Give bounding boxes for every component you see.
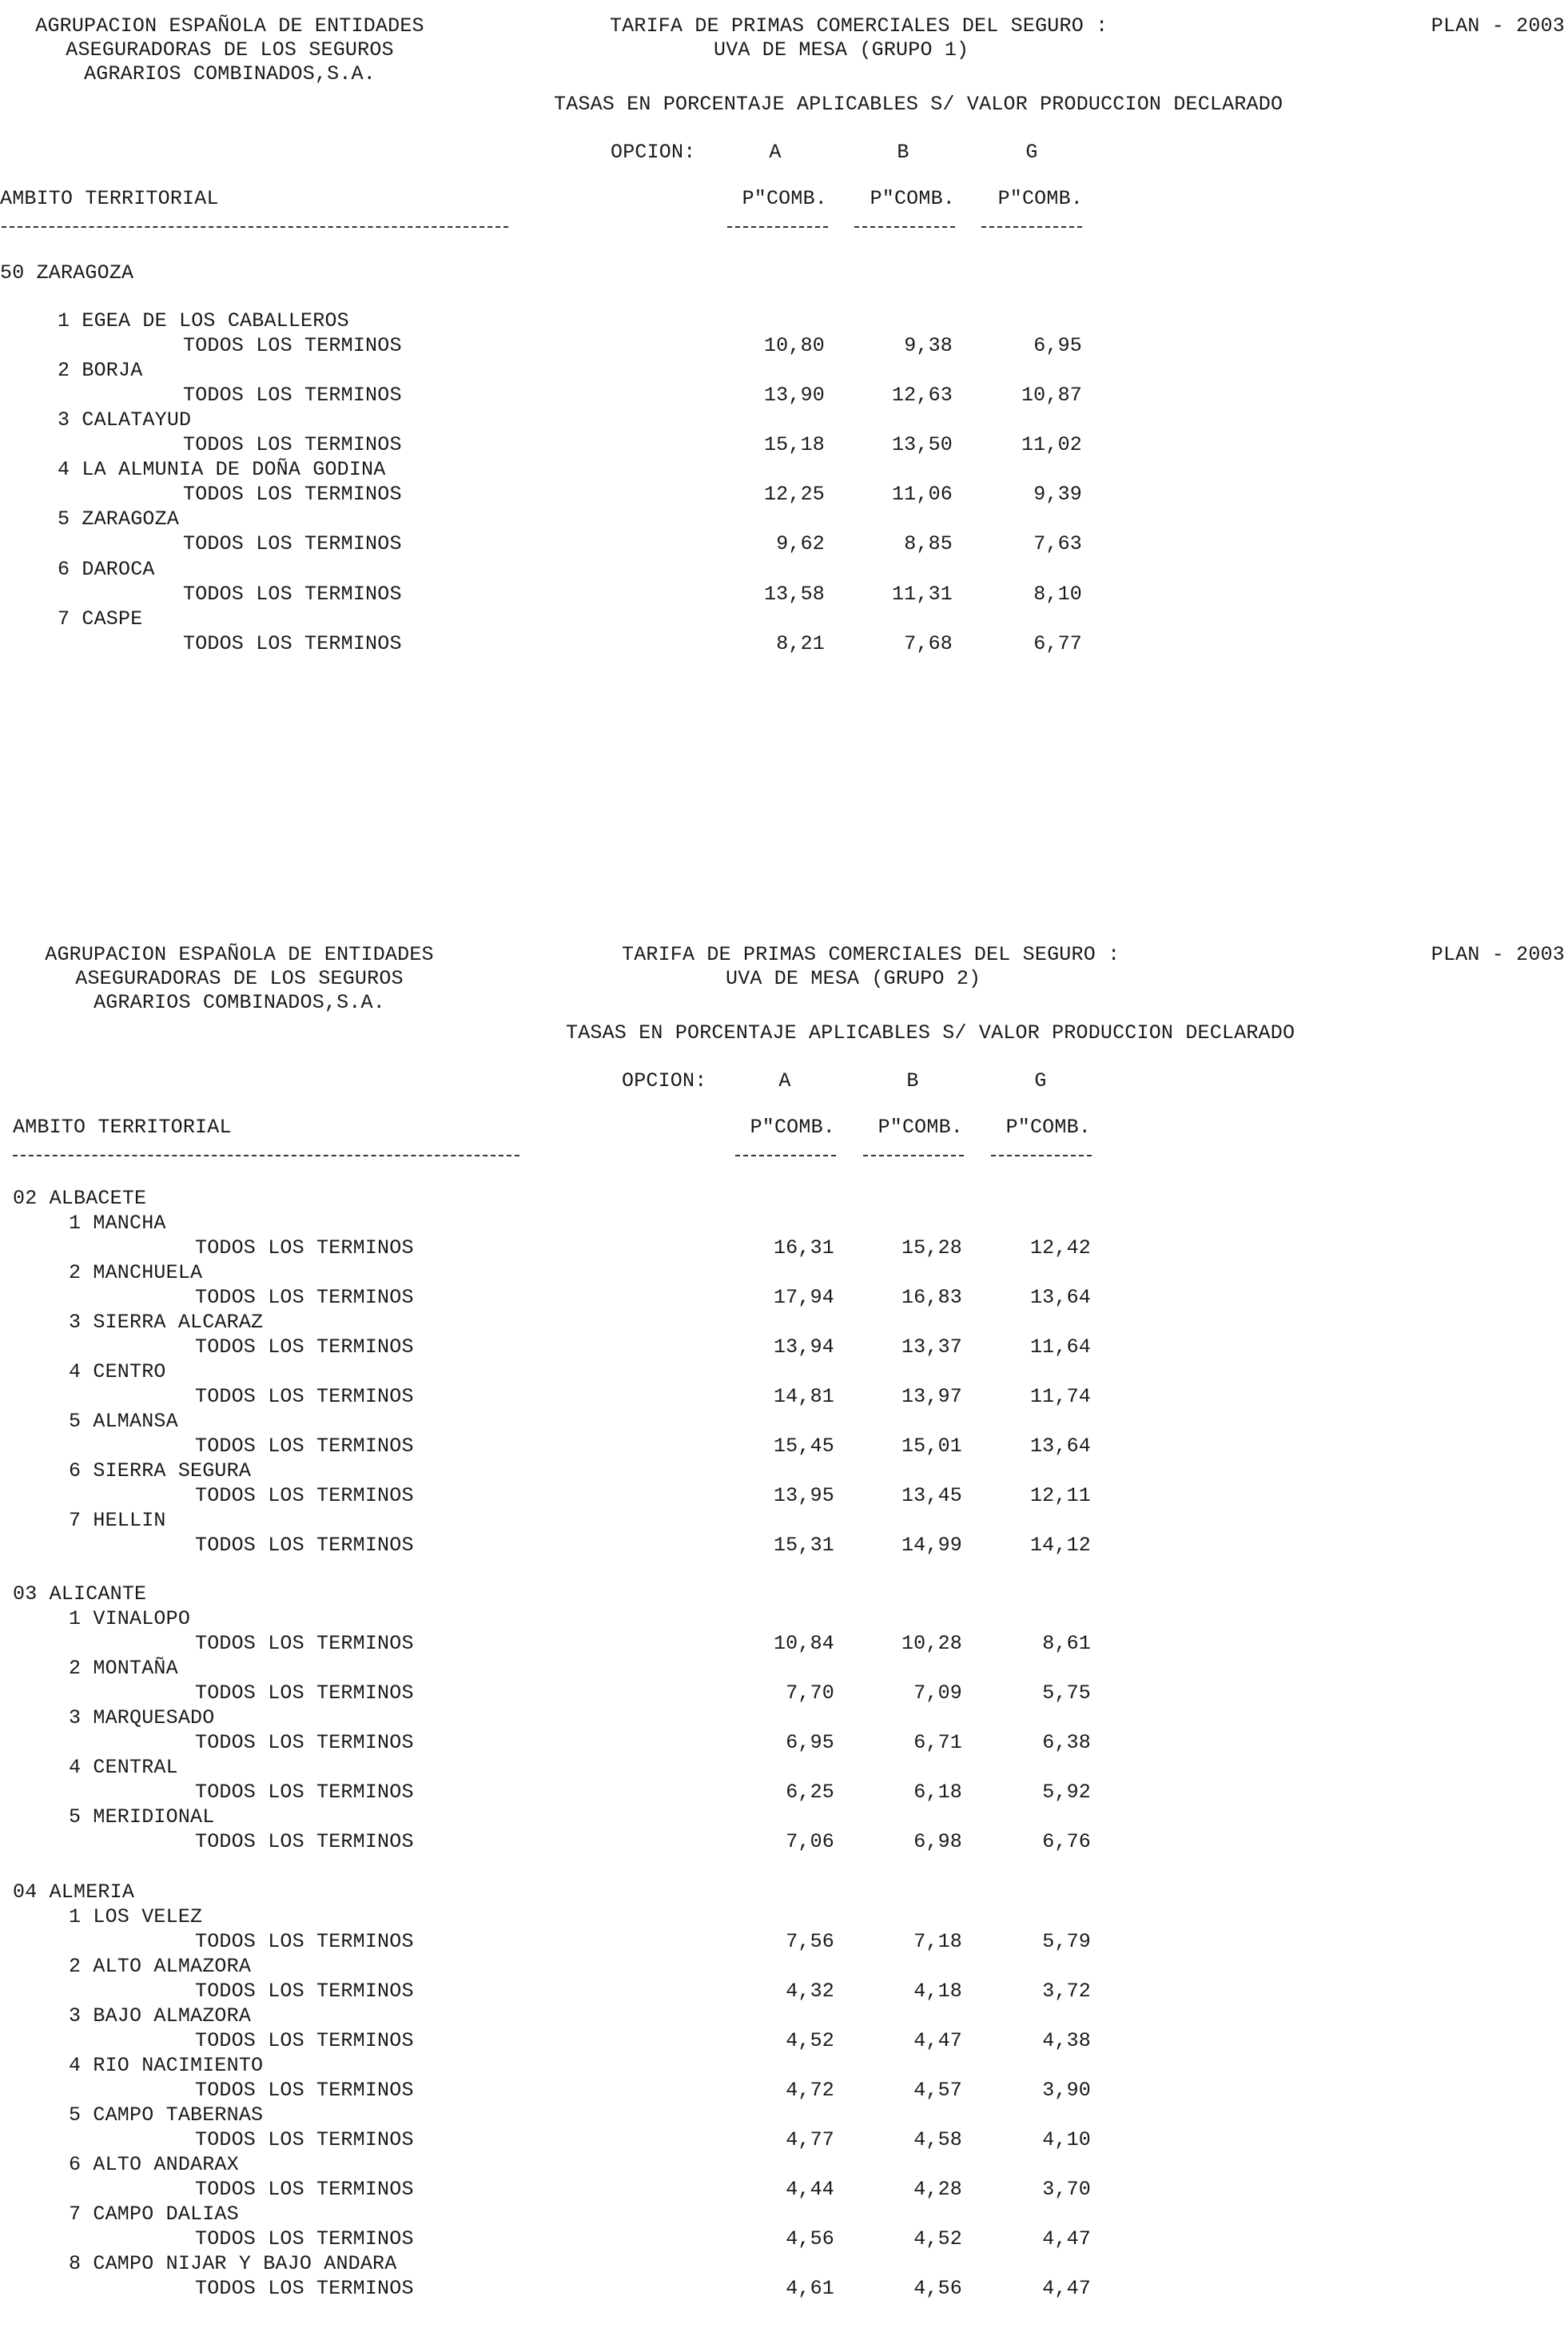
comarca-name: 7 HELLIN (69, 1509, 166, 1532)
value-a: 15,18 (763, 433, 825, 456)
value-a: 4,56 (786, 2227, 834, 2250)
value-g: 3,90 (1042, 2079, 1091, 2102)
option-label: OPCION: (622, 1069, 707, 1092)
comarca-name: 7 CAMPO DALIAS (69, 2203, 239, 2226)
comarca-name: 3 MARQUESADO (69, 1706, 215, 1729)
column-a-divider (727, 226, 828, 228)
term-label: TODOS LOS TERMINOS (183, 532, 402, 555)
comarca-name: 5 MERIDIONAL (69, 1805, 215, 1829)
table-row (0, 1830, 1568, 1855)
comarca-name: 7 CASPE (58, 607, 143, 631)
value-b: 7,18 (913, 1930, 962, 1953)
table-row (0, 632, 1568, 657)
comarca-name: 5 ZARAGOZA (58, 507, 180, 531)
comarca-name: 4 RIO NACIMIENTO (69, 2054, 264, 2077)
value-g: 6,38 (1042, 1731, 1091, 1754)
term-label: TODOS LOS TERMINOS (195, 1335, 414, 1359)
value-b: 4,52 (913, 2227, 962, 2250)
value-a: 12,25 (763, 483, 825, 506)
comarca-name: 6 DAROCA (58, 558, 155, 581)
option-b: B (906, 1069, 919, 1092)
rates-description: TASAS EN PORCENTAJE APLICABLES S/ VALOR PRODUCCION DECLARADO (566, 1021, 1295, 1045)
value-g: 11,74 (1029, 1385, 1091, 1408)
table-row (0, 1632, 1568, 1657)
comarca-name: 8 CAMPO NIJAR Y BAJO ANDARA (69, 2252, 397, 2275)
term-label: TODOS LOS TERMINOS (195, 2128, 414, 2151)
territorial-scope-header: AMBITO TERRITORIAL (0, 187, 219, 210)
value-g: 4,47 (1042, 2227, 1091, 2250)
option-label: OPCION: (611, 141, 696, 164)
comarca-name: 2 ALTO ALMAZORA (69, 1955, 252, 1978)
term-label: TODOS LOS TERMINOS (195, 1681, 414, 1705)
value-a: 7,06 (786, 1830, 834, 1853)
term-label: TODOS LOS TERMINOS (195, 2079, 414, 2102)
table-row (0, 384, 1568, 408)
comarca-name: 1 VINALOPO (69, 1607, 191, 1630)
province-heading: 02 ALBACETE (13, 1187, 147, 1210)
comarca-name: 1 MANCHA (69, 1212, 166, 1235)
value-a: 15,31 (773, 1534, 834, 1557)
value-a: 4,61 (786, 2277, 834, 2300)
comarca-name: 3 SIERRA ALCARAZ (69, 1311, 264, 1334)
term-label: TODOS LOS TERMINOS (195, 1385, 414, 1408)
value-a: 4,44 (786, 2178, 834, 2201)
column-g-divider (981, 226, 1082, 228)
term-label: TODOS LOS TERMINOS (195, 1830, 414, 1853)
value-g: 11,64 (1029, 1335, 1091, 1359)
table-row (0, 1484, 1568, 1509)
table-row (0, 2178, 1568, 2203)
table-row (0, 2029, 1568, 2054)
comarca-name: 1 EGEA DE LOS CABALLEROS (58, 309, 349, 332)
value-g: 13,64 (1029, 1286, 1091, 1309)
value-g: 11,02 (1021, 433, 1082, 456)
value-b: 12,63 (891, 384, 953, 407)
value-b: 4,47 (913, 2029, 962, 2052)
value-b: 13,37 (901, 1335, 962, 1359)
value-b: 4,56 (913, 2277, 962, 2300)
term-label: TODOS LOS TERMINOS (195, 1435, 414, 1458)
column-header-a: P"COMB. (742, 187, 827, 210)
value-b: 8,85 (904, 532, 953, 555)
value-a: 7,70 (786, 1681, 834, 1705)
plan-year: PLAN - 2003 (1431, 14, 1565, 38)
term-label: TODOS LOS TERMINOS (195, 1534, 414, 1557)
value-b: 6,71 (913, 1731, 962, 1754)
header-divider (13, 1155, 519, 1156)
term-label: TODOS LOS TERMINOS (195, 1286, 414, 1309)
table-row (0, 483, 1568, 507)
value-a: 13,94 (773, 1335, 834, 1359)
table-row (0, 1236, 1568, 1261)
value-g: 5,75 (1042, 1681, 1091, 1705)
term-label: TODOS LOS TERMINOS (195, 1781, 414, 1804)
column-a-divider (735, 1155, 836, 1156)
org-name-line-1: AGRUPACION ESPAÑOLA DE ENTIDADES (35, 14, 424, 38)
value-a: 15,45 (773, 1435, 834, 1458)
value-g: 8,10 (1033, 583, 1082, 606)
value-b: 6,18 (913, 1781, 962, 1804)
value-b: 10,28 (901, 1632, 962, 1655)
table-row (0, 1781, 1568, 1805)
table-row (0, 2227, 1568, 2252)
comarca-name: 5 ALMANSA (69, 1410, 178, 1433)
value-b: 15,28 (901, 1236, 962, 1260)
document-title: TARIFA DE PRIMAS COMERCIALES DEL SEGURO : (610, 14, 1108, 38)
value-a: 4,52 (786, 2029, 834, 2052)
table-row (0, 1435, 1568, 1459)
option-a: A (769, 141, 782, 164)
table-row (0, 1335, 1568, 1360)
document-subtitle-crop: UVA DE MESA (GRUPO 1) (714, 38, 969, 62)
document-title: TARIFA DE PRIMAS COMERCIALES DEL SEGURO : (622, 943, 1120, 966)
value-a: 13,90 (763, 384, 825, 407)
table-row (0, 2079, 1568, 2103)
table-row (0, 1534, 1568, 1558)
table-row (0, 1731, 1568, 1756)
value-a: 10,80 (763, 334, 825, 357)
value-g: 6,76 (1042, 1830, 1091, 1853)
option-g: G (1034, 1069, 1047, 1092)
value-g: 4,10 (1042, 2128, 1091, 2151)
table-row (0, 1286, 1568, 1311)
table-row (0, 1930, 1568, 1955)
value-a: 4,77 (786, 2128, 834, 2151)
value-g: 5,79 (1042, 1930, 1091, 1953)
table-row (0, 334, 1568, 359)
comarca-name: 1 LOS VELEZ (69, 1905, 203, 1928)
term-label: TODOS LOS TERMINOS (183, 632, 402, 655)
comarca-name: 2 BORJA (58, 359, 143, 382)
value-g: 8,61 (1042, 1632, 1091, 1655)
value-g: 12,42 (1029, 1236, 1091, 1260)
value-g: 12,11 (1029, 1484, 1091, 1507)
column-header-b: P"COMB. (870, 187, 955, 210)
table-row (0, 433, 1568, 458)
value-a: 10,84 (773, 1632, 834, 1655)
value-g: 10,87 (1021, 384, 1082, 407)
value-b: 4,18 (913, 1980, 962, 2003)
province-heading: 04 ALMERIA (13, 1880, 135, 1904)
table-row (0, 583, 1568, 607)
org-name-line-2: ASEGURADORAS DE LOS SEGUROS (75, 967, 404, 990)
value-b: 15,01 (901, 1435, 962, 1458)
value-a: 6,95 (786, 1731, 834, 1754)
value-b: 4,58 (913, 2128, 962, 2151)
comarca-name: 4 LA ALMUNIA DE DOÑA GODINA (58, 458, 386, 481)
column-g-divider (991, 1155, 1092, 1156)
table-row (0, 1681, 1568, 1706)
term-label: TODOS LOS TERMINOS (195, 1632, 414, 1655)
table-row (0, 1980, 1568, 2004)
comarca-name: 5 CAMPO TABERNAS (69, 2103, 264, 2127)
document-subtitle-crop: UVA DE MESA (GRUPO 2) (726, 967, 981, 990)
comarca-name: 6 ALTO ANDARAX (69, 2153, 239, 2176)
value-g: 3,70 (1042, 2178, 1091, 2201)
value-a: 16,31 (773, 1236, 834, 1260)
comarca-name: 6 SIERRA SEGURA (69, 1459, 252, 1482)
org-name-line-3: AGRARIOS COMBINADOS,S.A. (84, 62, 376, 86)
org-name-line-2: ASEGURADORAS DE LOS SEGUROS (66, 38, 394, 62)
value-b: 7,09 (913, 1681, 962, 1705)
term-label: TODOS LOS TERMINOS (195, 1980, 414, 2003)
table-row (0, 532, 1568, 557)
value-a: 13,95 (773, 1484, 834, 1507)
value-b: 6,98 (913, 1830, 962, 1853)
territorial-scope-header: AMBITO TERRITORIAL (13, 1116, 232, 1139)
value-b: 13,45 (901, 1484, 962, 1507)
value-g: 3,72 (1042, 1980, 1091, 2003)
value-a: 7,56 (786, 1930, 834, 1953)
value-b: 4,57 (913, 2079, 962, 2102)
term-label: TODOS LOS TERMINOS (195, 2277, 414, 2300)
header-divider (2, 226, 508, 228)
value-g: 13,64 (1029, 1435, 1091, 1458)
comarca-name: 2 MANCHUELA (69, 1261, 203, 1284)
value-b: 16,83 (901, 1286, 962, 1309)
term-label: TODOS LOS TERMINOS (195, 1930, 414, 1953)
value-g: 5,92 (1042, 1781, 1091, 1804)
value-b: 11,06 (891, 483, 953, 506)
value-g: 14,12 (1029, 1534, 1091, 1557)
value-a: 17,94 (773, 1286, 834, 1309)
comarca-name: 3 BAJO ALMAZORA (69, 2004, 252, 2028)
value-g: 6,77 (1033, 632, 1082, 655)
term-label: TODOS LOS TERMINOS (195, 2178, 414, 2201)
value-a: 9,62 (776, 532, 825, 555)
term-label: TODOS LOS TERMINOS (195, 1484, 414, 1507)
term-label: TODOS LOS TERMINOS (195, 1236, 414, 1260)
column-header-g: P"COMB. (997, 187, 1083, 210)
plan-year: PLAN - 2003 (1431, 943, 1565, 966)
value-b: 4,28 (913, 2178, 962, 2201)
option-g: G (1025, 141, 1038, 164)
comarca-name: 3 CALATAYUD (58, 408, 192, 432)
option-a: A (778, 1069, 791, 1092)
value-a: 4,32 (786, 1980, 834, 2003)
value-a: 14,81 (773, 1385, 834, 1408)
value-b: 13,97 (901, 1385, 962, 1408)
term-label: TODOS LOS TERMINOS (195, 2227, 414, 2250)
value-b: 7,68 (904, 632, 953, 655)
term-label: TODOS LOS TERMINOS (183, 433, 402, 456)
table-row (0, 1385, 1568, 1410)
column-header-b: P"COMB. (878, 1116, 963, 1139)
value-g: 4,47 (1042, 2277, 1091, 2300)
value-b: 11,31 (891, 583, 953, 606)
province-heading: 03 ALICANTE (13, 1582, 147, 1606)
province-heading: 50 ZARAGOZA (0, 261, 134, 285)
term-label: TODOS LOS TERMINOS (183, 583, 402, 606)
value-g: 7,63 (1033, 532, 1082, 555)
value-g: 4,38 (1042, 2029, 1091, 2052)
comarca-name: 4 CENTRAL (69, 1756, 178, 1779)
value-b: 13,50 (891, 433, 953, 456)
comarca-name: 4 CENTRO (69, 1360, 166, 1383)
value-a: 8,21 (776, 632, 825, 655)
term-label: TODOS LOS TERMINOS (195, 2029, 414, 2052)
rates-description: TASAS EN PORCENTAJE APLICABLES S/ VALOR PRODUCCION DECLARADO (554, 93, 1283, 116)
value-g: 9,39 (1033, 483, 1082, 506)
value-a: 4,72 (786, 2079, 834, 2102)
term-label: TODOS LOS TERMINOS (183, 334, 402, 357)
option-b: B (897, 141, 909, 164)
value-a: 13,58 (763, 583, 825, 606)
term-label: TODOS LOS TERMINOS (183, 483, 402, 506)
term-label: TODOS LOS TERMINOS (195, 1731, 414, 1754)
value-a: 6,25 (786, 1781, 834, 1804)
table-row (0, 2128, 1568, 2153)
value-b: 9,38 (904, 334, 953, 357)
column-header-a: P"COMB. (750, 1116, 835, 1139)
column-b-divider (854, 226, 955, 228)
value-g: 6,95 (1033, 334, 1082, 357)
table-row (0, 2277, 1568, 2302)
org-name-line-1: AGRUPACION ESPAÑOLA DE ENTIDADES (45, 943, 434, 966)
comarca-name: 2 MONTAÑA (69, 1657, 178, 1680)
term-label: TODOS LOS TERMINOS (183, 384, 402, 407)
column-b-divider (863, 1155, 964, 1156)
column-header-g: P"COMB. (1005, 1116, 1091, 1139)
org-name-line-3: AGRARIOS COMBINADOS,S.A. (94, 991, 385, 1014)
value-b: 14,99 (901, 1534, 962, 1557)
